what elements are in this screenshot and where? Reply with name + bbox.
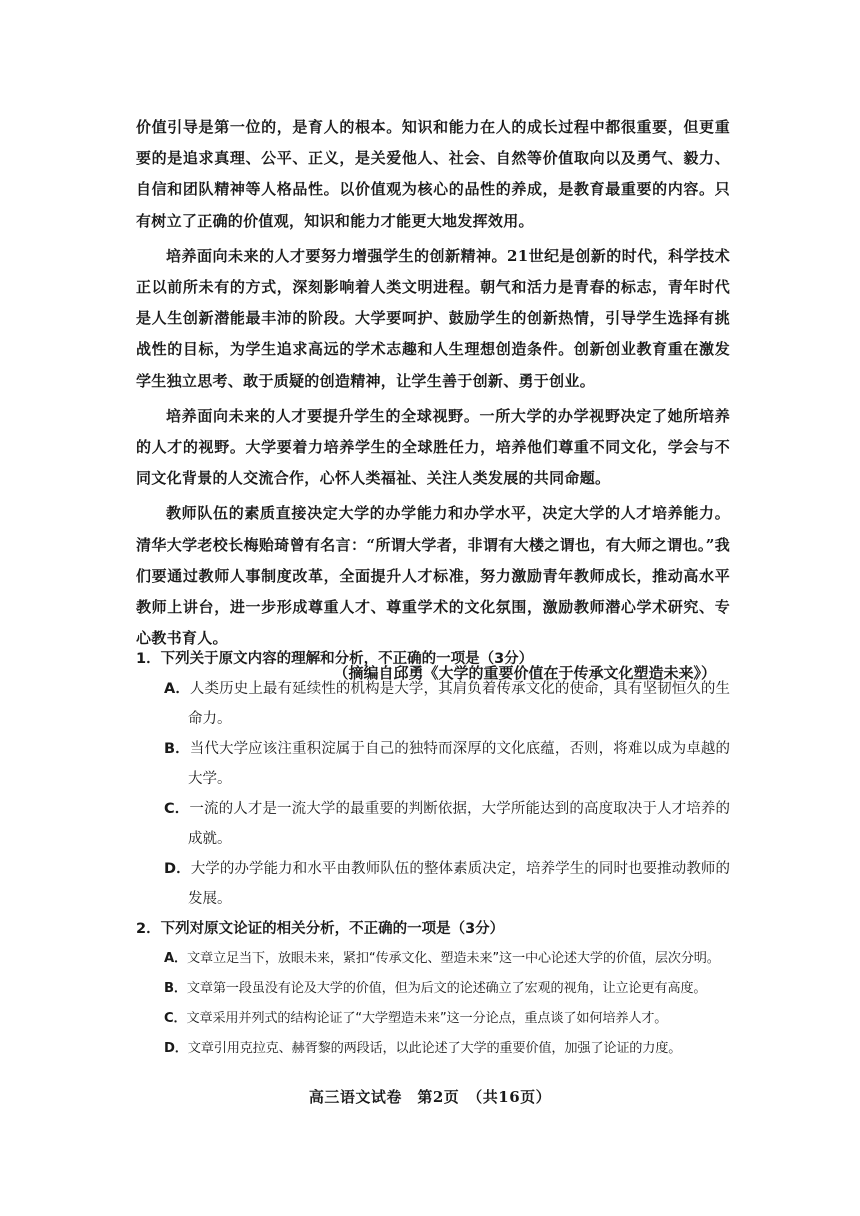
option-key: C． [164,801,190,817]
option-key: A． [164,951,187,966]
option-key: D． [164,1041,188,1056]
passage-paragraph-4: 教师队伍的素质直接决定大学的办学能力和办学水平，决定大学的人才培养能力。清华大学老校长梅贻琦曾有名言：“所谓大学者，非谓有大楼之谓也，有大师之谓也。”我们要通过教师人事制度改革，全面提升人才标准，努力激励青年教师成长，推动高水平教师上讲台，进一步形成尊重人才、尊重学术的文化氛围，激励教师潜心学术研究、专心教书育人。 [136,504,730,648]
option-b [164,974,730,1004]
question-1 [136,644,730,914]
passage-source: （摘编自邱勇《大学的重要价值在于传承文化塑造未来》） [333,664,716,683]
passage-paragraph-2: 培养面向未来的人才要努力增强学生的创新精神。21世纪是创新的时代，科学技术正以前所未有的方式，深刻影响着人类文明进程。朝气和活力是青春的标志，青年时代是人生创新潜能最丰沛的阶段。大学要呵护、鼓励学生的创新热情，引导学生选择有挑战性的目标，为学生追求高远的学术志趣和人生理想创造条件。创新创业教育重在激发学生独立思考、敢于质疑的创造精神，让学生善于创新、勇于创业。 [136,246,730,390]
option-b [164,734,730,794]
option-key: C． [164,1011,187,1026]
option-key: B． [164,741,190,757]
option-text: 文章采用并列式的结构论证了“大学塑造未来”这一分论点，重点谈了如何培养人才。 [186,1011,668,1026]
option-text: 人类历史上最有延续性的机构是大学，其肩负着传承文化的使命，具有坚韧恒久的生命力。 [188,681,730,727]
option-text: 当代大学应该注重积淀属于自己的独特而深厚的文化底蕴，否则，将难以成为卓越的大学。 [188,741,730,787]
option-a [164,674,730,734]
option-key: A． [164,681,190,697]
option-d [164,854,730,914]
question-stem: 1．下列关于原文内容的理解和分析，不正确的一项是（3分） [136,651,534,667]
option-text: 文章引用克拉克、赫胥黎的两段话，以此论述了大学的重要价值，加强了论证的力度。 [187,1041,682,1056]
option-key: D． [164,861,191,877]
passage-paragraph-1: 价值引导是第一位的，是育人的根本。知识和能力在人的成长过程中都很重要，但更重要的是追求真理、公平、正义，是关爱他人、社会、自然等价值取向以及勇气、毅力、自信和团队精神等人格品性。以价值观为核心的品性的养成，是教育最重要的内容。只有树立了正确的价值观，知识和能力才能更大地发挥效用。 [136,118,730,230]
option-c [164,1004,730,1034]
option-key: B． [164,981,187,996]
option-text: 大学的办学能力和水平由教师队伍的整体素质决定，培养学生的同时也要推动教师的发展。 [188,861,730,907]
question-2 [136,914,730,1064]
question-list [136,644,730,1064]
option-a [164,944,730,974]
option-d [164,1034,730,1064]
option-text: 一流的人才是一流大学的最重要的判断依据，大学所能达到的高度取决于人才培养的成就。 [188,801,730,847]
option-c [164,794,730,854]
page-footer: 高三语文试卷 第2页 （共16页） [308,1088,552,1106]
option-text: 文章立足当下，放眼未来，紧扣“传承文化、塑造未来”这一中心论述大学的价值，层次分明。 [187,951,720,966]
question-stem: 2．下列对原文论证的相关分析，不正确的一项是（3分） [136,921,505,937]
passage-paragraph-3: 培养面向未来的人才要提升学生的全球视野。一所大学的办学视野决定了她所培养的人才的视野。大学要着力培养学生的全球胜任力，培养他们尊重不同文化，学会与不同文化背景的人交流合作，心怀人类福祉、关注人类发展的共同命题。 [136,406,730,488]
option-text: 文章第一段虽没有论及大学的价值，但为后文的论述确立了宏观的视角，让立论更有高度。 [186,981,707,996]
reading-passage [136,112,730,689]
